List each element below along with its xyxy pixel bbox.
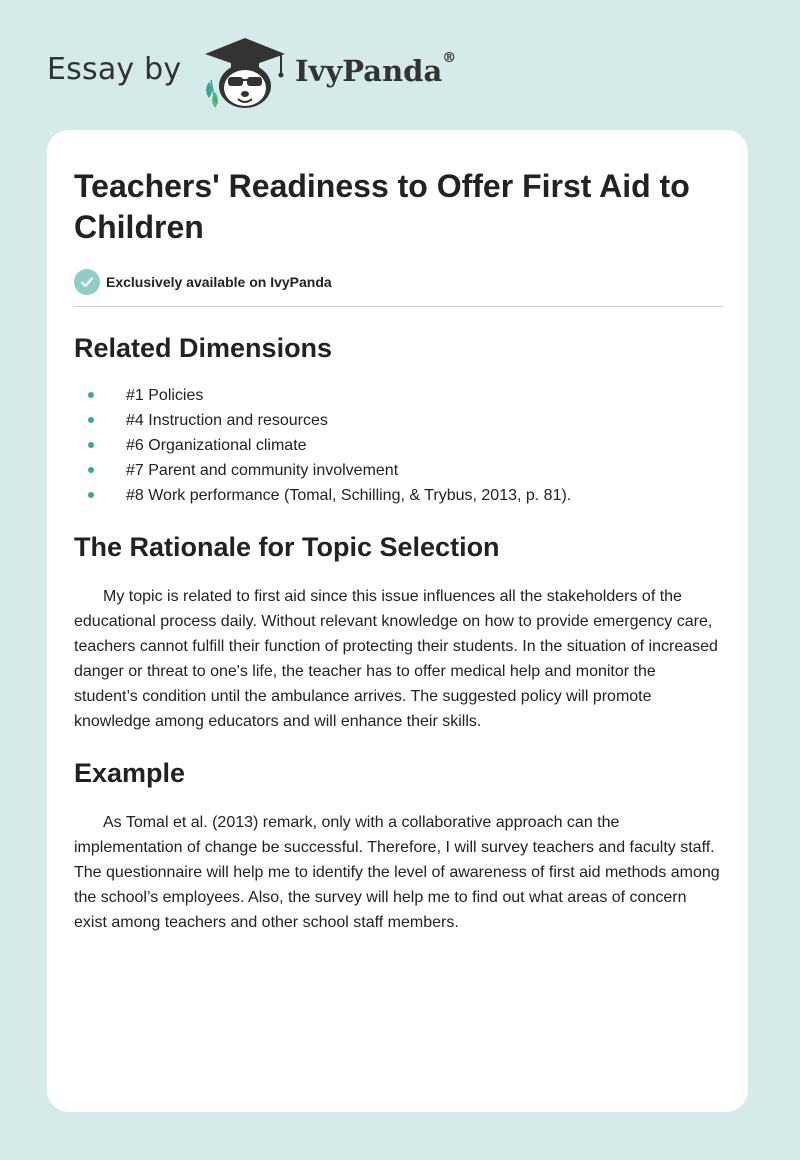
rationale-heading: The Rationale for Topic Selection bbox=[74, 532, 500, 562]
list-item bbox=[74, 433, 723, 458]
bullet-icon bbox=[88, 467, 94, 473]
list-item-text: #8 Work performance (Tomal, Schilling, & Trybus, 2013, p. 81). bbox=[126, 487, 572, 504]
brand-prefix: Essay by bbox=[47, 52, 182, 87]
check-icon bbox=[74, 269, 100, 295]
registered-mark: ® bbox=[442, 50, 457, 66]
brand-name[interactable] bbox=[295, 50, 457, 88]
bullet-icon bbox=[88, 392, 94, 398]
example-paragraph: As Tomal et al. (2013) remark, only with a collaborative approach can the implementation of change be successful. Therefore, I will survey teachers and faculty staff. The questionnaire will help me to identify the level of awareness of first aid methods among the school’s employees. Also, the survey will help me to find out what areas of concern exist among teachers and other school staff members. bbox=[74, 814, 720, 931]
site-header bbox=[47, 30, 747, 110]
list-item-text: #6 Organizational climate bbox=[126, 437, 307, 454]
list-item-text: #4 Instruction and resources bbox=[126, 412, 328, 429]
brand-name-text: IvyPanda bbox=[295, 54, 443, 88]
page-title: Teachers' Readiness to Offer First Aid to Children bbox=[74, 168, 690, 245]
exclusive-label: Exclusively available on IvyPanda bbox=[106, 274, 332, 290]
dimensions-heading: Related Dimensions bbox=[74, 333, 333, 363]
list-item-text: #7 Parent and community involvement bbox=[126, 462, 399, 479]
panda-logo-icon[interactable] bbox=[201, 34, 289, 110]
list-item bbox=[74, 458, 723, 483]
article-content bbox=[74, 166, 723, 935]
rationale-paragraph: My topic is related to first aid since this issue influences all the stakeholders of the educational process daily. Without relevant knowledge on how to provide emergency care, teachers cannot fulfill their function of protecting their students. In the situation of increased danger or threat to one's life, the teacher has to offer medical help and monitor the student’s condition until the ambulance arrives. The suggested policy will promote knowledge among educators and will enhance their skills. bbox=[74, 588, 718, 730]
bullet-icon bbox=[88, 442, 94, 448]
example-heading: Example bbox=[74, 758, 186, 788]
divider bbox=[74, 306, 723, 307]
dimensions-list bbox=[74, 383, 723, 508]
list-item-text: #1 Policies bbox=[126, 387, 204, 404]
article-card bbox=[47, 130, 748, 1112]
bullet-icon bbox=[88, 492, 94, 498]
list-item bbox=[74, 408, 723, 433]
exclusive-banner bbox=[74, 268, 723, 296]
list-item bbox=[74, 483, 723, 508]
bullet-icon bbox=[88, 417, 94, 423]
list-item bbox=[74, 383, 723, 408]
